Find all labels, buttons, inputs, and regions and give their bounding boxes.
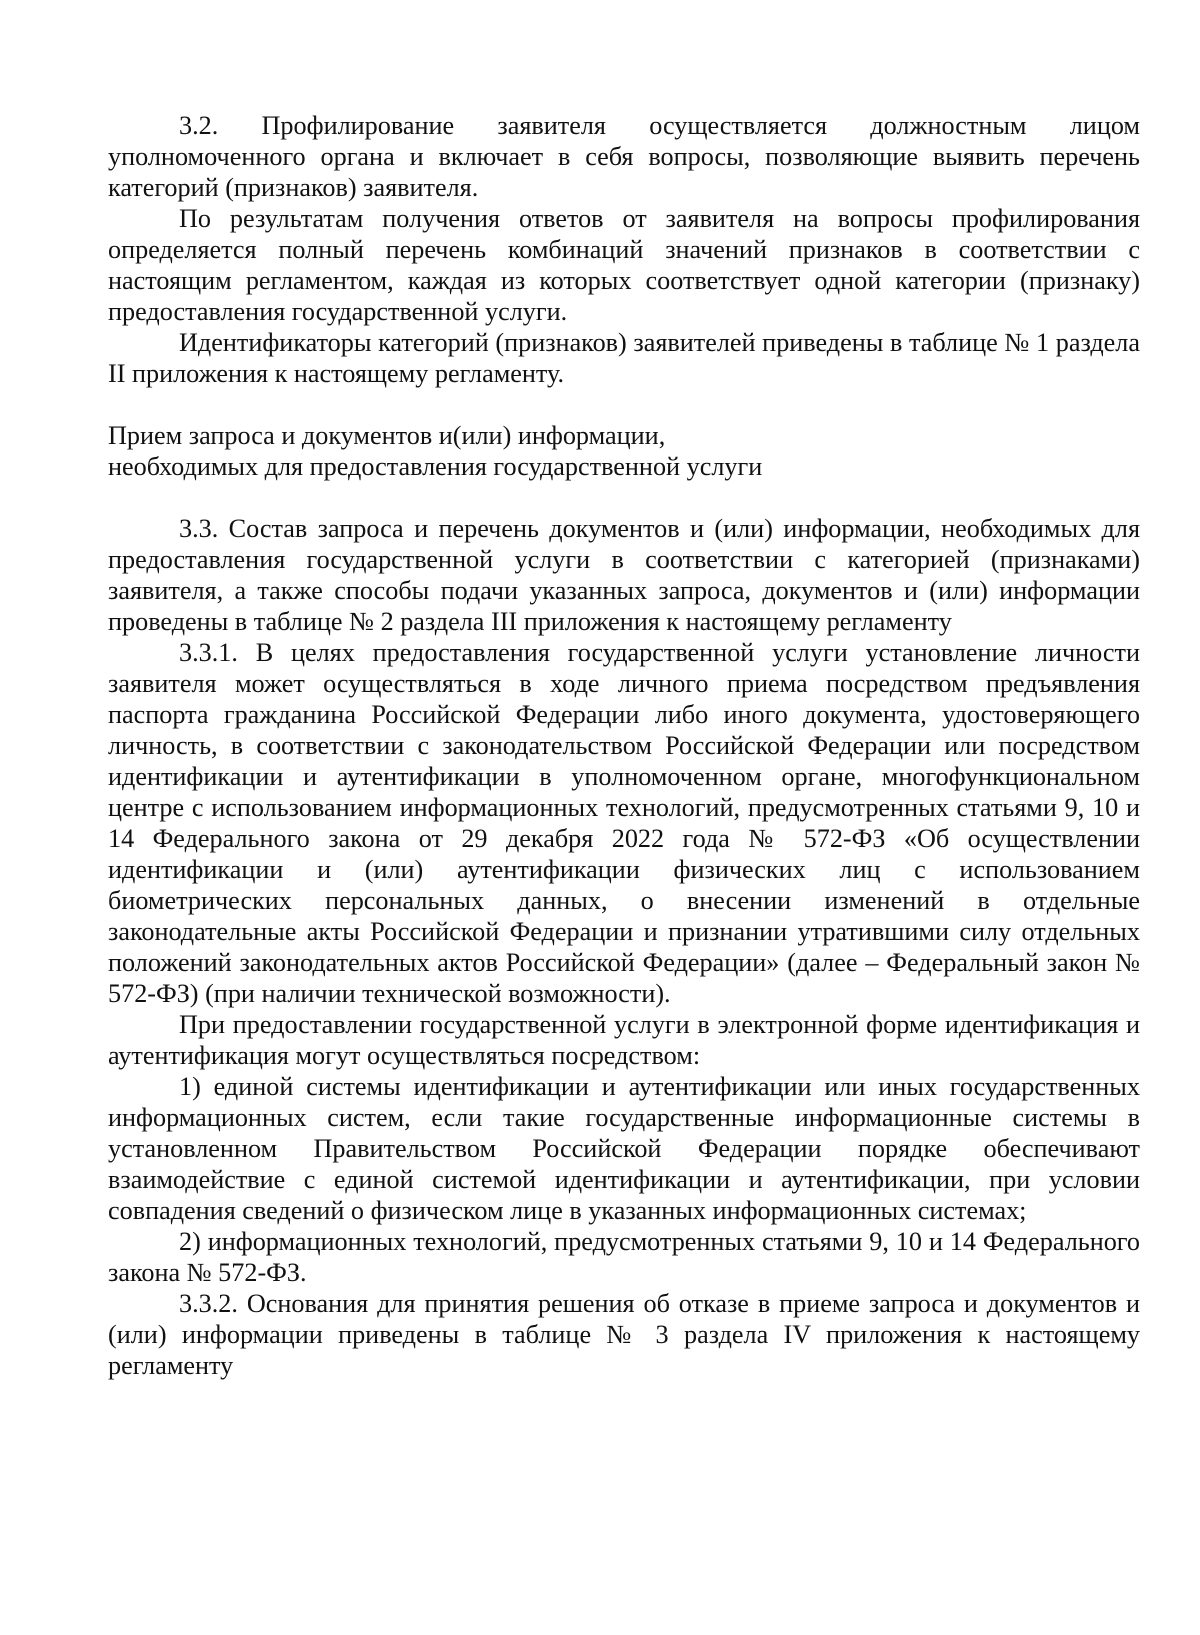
paragraph-profiling-results: По результатам получения ответов от заявителя на вопросы профилирования определяется полный перечень комбинаций значений признаков в соответствии с настоящим регламентом, каждая из которых соответствует одной категории (признаку) предоставления государственной услуги.: [108, 204, 1140, 326]
paragraph-3-3-2: 3.3.2. Основания для принятия решения об отказе в приеме запроса и документов и (или) информации приведены в таблице № 3 раздела IV приложения к настоящему регламенту: [108, 1289, 1140, 1380]
paragraph-3-3-1: 3.3.1. В целях предоставления государственной услуги установление личности заявителя может осуществляться в ходе личного приема посредством предъявления паспорта гражданина Российской Федерации либо иного документа, удостоверяющего личность, в соответствии с законодательством Российской Федерации или посредством идентификации и аутентификации в уполномоченном органе, многофункциональном центре с использованием информационных технологий, предусмотренных статьями 9, 10 и 14 Федерального закона от 29 декабря 2022 года № 572-ФЗ «Об осуществлении идентификации и (или) аутентификации физических лиц с использованием биометрических персональных данных, о внесении изменений в отдельные законодательные акты Российской Федерации и признании утратившими силу отдельных положений законодательных актов Российской Федерации» (далее – Федеральный закон № 572-ФЗ) (при наличии технической возможности).: [108, 638, 1140, 1008]
list-item-1: 1) единой системы идентификации и аутентификации или иных государственных информационных систем, если такие государственные информационные системы в установленном Правительством Российской Федерации порядке обеспечивают взаимодействие с единой системой идентификации и аутентификации, при условии совпадения сведений о физическом лице в указанных информационных системах;: [108, 1072, 1140, 1225]
section-heading-line-1: Прием запроса и документов и(или) информации,: [108, 421, 666, 450]
paragraph-electronic-identification: При предоставлении государственной услуги в электронной форме идентификация и аутентификация могут осуществляться посредством:: [108, 1010, 1140, 1070]
list-item-2: 2) информационных технологий, предусмотренных статьями 9, 10 и 14 Федерального закона № 572-ФЗ.: [108, 1227, 1140, 1287]
section-heading-line-2: необходимых для предоставления государственной услуги: [108, 452, 763, 481]
paragraph-3-3: 3.3. Состав запроса и перечень документов и (или) информации, необходимых для предоставления государственной услуги в соответствии с категорией (признаками) заявителя, а также способы подачи указанных запроса, документов и (или) информации проведены в таблице № 2 раздела III приложения к настоящему регламенту: [108, 514, 1140, 636]
document-body: [108, 110, 1140, 1381]
paragraph-3-2: 3.2. Профилирование заявителя осуществляется должностным лицом уполномоченного органа и включает в себя вопросы, позволяющие выявить перечень категорий (признаков) заявителя.: [108, 111, 1140, 202]
section-heading: [108, 420, 1140, 482]
paragraph-category-identifiers: Идентификаторы категорий (признаков) заявителей приведены в таблице № 1 раздела II приложения к настоящему регламенту.: [108, 328, 1140, 388]
